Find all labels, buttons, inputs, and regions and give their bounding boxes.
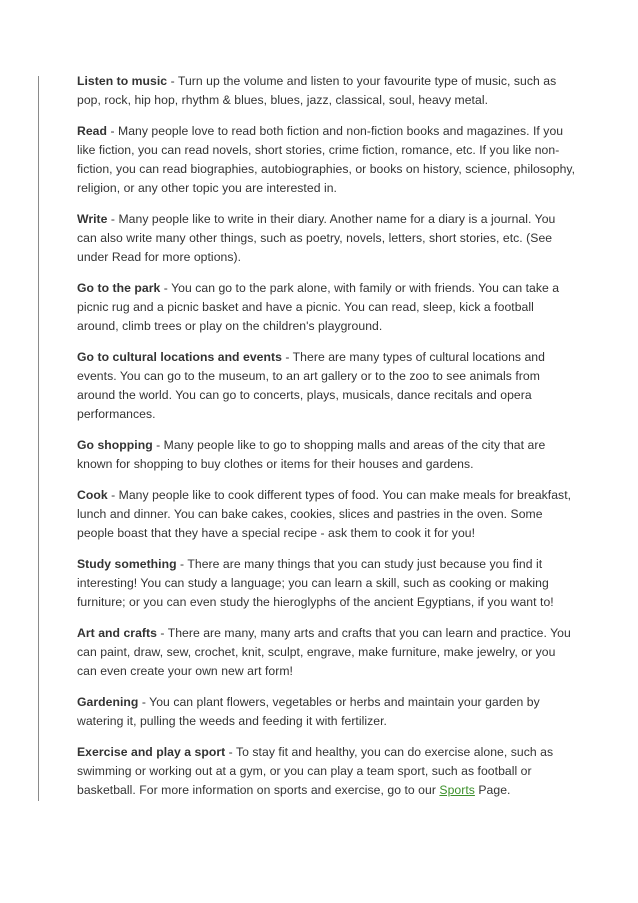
activity-heading: Write [77, 212, 108, 226]
activity-heading: Listen to music [77, 74, 168, 88]
activity-heading: Art and crafts [77, 626, 157, 640]
activity-heading: Exercise and play a sport [77, 745, 226, 759]
activity-text: - There are many things that you can study just because you find it interesting! You can study a language; you can learn a skill, such as cooking or making furniture; or you can even study the hieroglyphs of the ancient Egyptians, if you want to! [77, 557, 554, 609]
activity-paragraph [77, 486, 577, 543]
activity-paragraph-exercise [77, 743, 577, 800]
activity-heading: Go to cultural locations and events [77, 350, 282, 364]
activity-heading: Read [77, 124, 108, 138]
activity-text-end: Page. [474, 783, 511, 797]
activity-heading: Cook [77, 488, 108, 502]
activity-paragraph [77, 624, 577, 681]
activity-text: - You can go to the park alone, with family or with friends. You can take a picnic rug and a picnic basket and have a picnic. You can read, sleep, kick a football around, climb trees or play on the children's playground. [77, 281, 560, 333]
activity-text: - You can plant flowers, vegetables or herbs and maintain your garden by watering it, pulling the weeds and feeding it with fertilizer. [77, 695, 540, 728]
activity-heading: Go to the park [77, 281, 161, 295]
activity-heading: Study something [77, 557, 177, 571]
activity-paragraph [77, 348, 577, 424]
activity-text: - There are many types of cultural locations and events. You can go to the museum, to an art gallery or to the zoo to see animals from around the world. You can go to concerts, plays, musicals, dance recitals and opera performances. [77, 350, 545, 421]
activity-text: - Many people like to cook different types of food. You can make meals for breakfast, lunch and dinner. You can bake cakes, cookies, slices and pastries in the oven. Some people boast that they have a special recipe - ask them to cook it for you! [77, 488, 572, 540]
activity-text: - Many people like to write in their diary. Another name for a diary is a journal. You can also write many other things, such as poetry, novels, letters, short stories, etc. (See under Read for more options). [77, 212, 556, 264]
activity-paragraph [77, 279, 577, 336]
activities-document [77, 72, 577, 812]
activity-heading: Go shopping [77, 438, 153, 452]
left-margin-rule [38, 76, 39, 801]
activity-text: - To stay fit and healthy, you can do exercise alone, such as swimming or working out at a gym, or you can play a team sport, such as football or basketball. For more information on sports and exercise, go to our [77, 745, 554, 797]
activity-text: - Many people like to go to shopping malls and areas of the city that are known for shopping to buy clothes or items for their houses and gardens. [77, 438, 546, 471]
activity-paragraph [77, 436, 577, 474]
activity-paragraph [77, 210, 577, 267]
activity-text: - Many people love to read both fiction and non-fiction books and magazines. If you like fiction, you can read novels, short stories, crime fiction, romance, etc. If you like non-fiction, you can read biographies, autobiographies, or books on history, science, philosophy, religion, or any other topic you are interested in. [77, 124, 576, 195]
sports-page-link[interactable]: Sports [439, 783, 475, 797]
activity-paragraph [77, 693, 577, 731]
activity-heading: Gardening [77, 695, 139, 709]
activity-paragraph [77, 72, 577, 110]
activity-paragraph [77, 122, 577, 198]
activity-text: - Turn up the volume and listen to your favourite type of music, such as pop, rock, hip hop, rhythm & blues, blues, jazz, classical, soul, heavy metal. [77, 74, 557, 107]
activity-text: - There are many, many arts and crafts that you can learn and practice. You can paint, draw, sew, crochet, knit, sculpt, engrave, make furniture, make jewelry, or you can even create your own new art form! [77, 626, 571, 678]
activity-paragraph [77, 555, 577, 612]
